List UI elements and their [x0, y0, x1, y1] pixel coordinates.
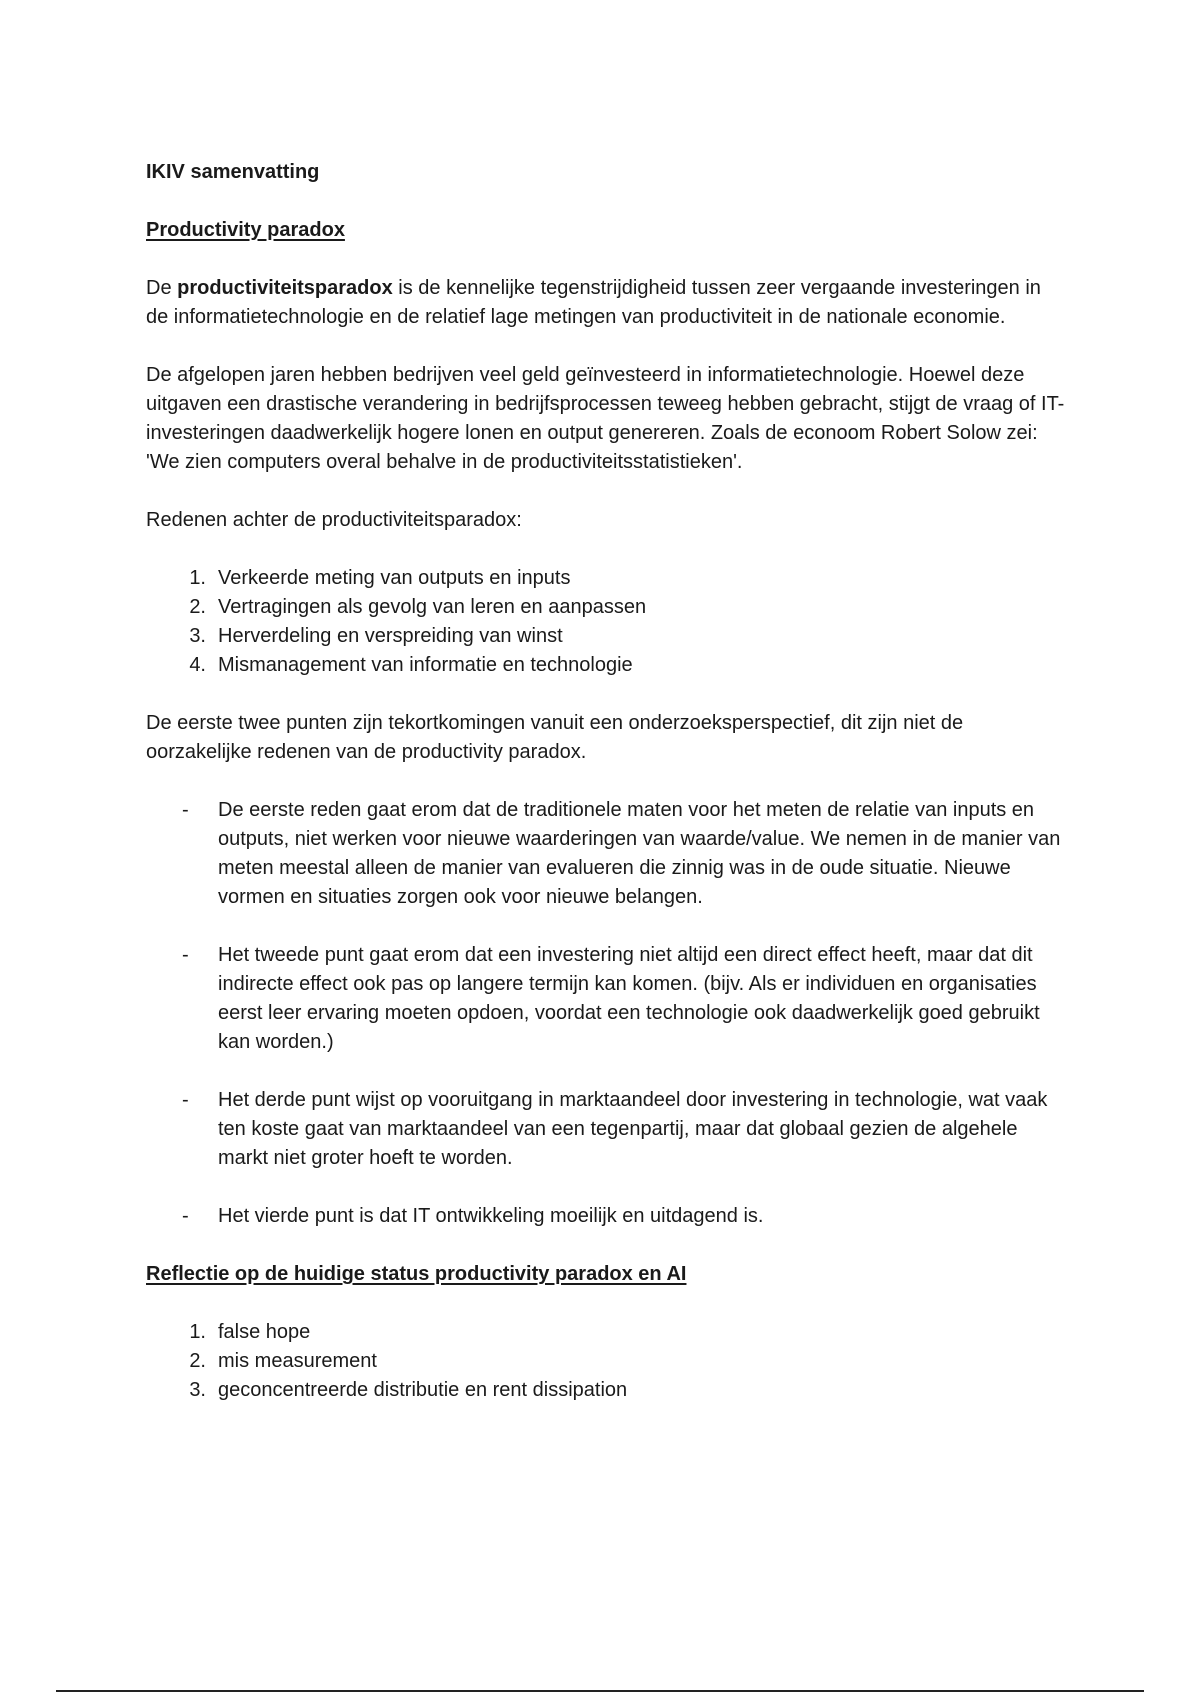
list-item-text: geconcentreerde distributie en rent dissipation: [218, 1379, 628, 1401]
list-number: 1.: [189, 1321, 206, 1343]
list-item: [146, 1202, 1066, 1231]
list-number: 2.: [189, 596, 206, 618]
dash-bullet: -: [182, 944, 189, 966]
list-item-text: Mismanagement van informatie en technologie: [218, 654, 633, 676]
list-item-text: Verkeerde meting van outputs en inputs: [218, 567, 571, 589]
list-item-text: Vertragingen als gevolg van leren en aanpassen: [218, 596, 647, 618]
list-item: [146, 564, 1066, 593]
list-item-text: mis measurement: [218, 1350, 377, 1372]
list-number: 2.: [189, 1350, 206, 1372]
list-item-text: Het derde punt wijst op vooruitgang in marktaandeel door investering in technologie, wat vaak ten koste gaat van marktaandeel van een tegenpartij, maar dat globaal gezien de algehele markt niet groter hoeft te worden.: [218, 1089, 1048, 1169]
list-item: [146, 1318, 1066, 1347]
list-item-text: De eerste reden gaat erom dat de traditionele maten voor het meten de relatie van inputs en outputs, niet werken voor nieuwe waarderingen van waarde/value. We nemen in de manier van meten meestal alleen de manier van evalueren die zinnig was in de oude situatie. Nieuwe vormen en situaties zorgen ook voor nieuwe belangen.: [218, 799, 1061, 908]
reasons-intro: Redenen achter de productiviteitsparadox:: [146, 509, 522, 531]
list-item: [146, 622, 1066, 651]
list-item: [146, 941, 1066, 1057]
list-number: 1.: [189, 567, 206, 589]
page-bottom-rule: [56, 1690, 1144, 1692]
dash-bullet: -: [182, 1205, 189, 1227]
definition-paragraph: [146, 274, 1066, 332]
shortcomings-paragraph: De eerste twee punten zijn tekortkomingen vanuit een onderzoeksperspectief, dit zijn niet de oorzakelijke redenen van de productivity paradox.: [146, 712, 964, 763]
definition-term: productiviteitsparadox: [177, 277, 393, 299]
explanation-list: [146, 796, 1066, 1231]
definition-lead: De: [146, 277, 178, 299]
dash-bullet: -: [182, 799, 189, 821]
section-heading-reflection: Reflectie op de huidige status productivity paradox en AI: [146, 1263, 687, 1285]
list-item-text: Herverdeling en verspreiding van winst: [218, 625, 563, 647]
list-item: [146, 651, 1066, 680]
list-item-text: false hope: [218, 1321, 311, 1343]
list-item: [146, 593, 1066, 622]
reasons-list: [146, 564, 1066, 680]
definition-text: is de kennelijke tegenstrijdigheid tussen zeer vergaande investeringen in de informatietechnologie en de relatief lage metingen van productiviteit in de nationale economie.: [146, 277, 1041, 328]
list-item-text: Het tweede punt gaat erom dat een investering niet altijd een direct effect heeft, maar dat dit indirecte effect ook pas op langere termijn kan komen. (bijv. Als er individuen en organisaties eerst leer ervaring moeten opdoen, voordat een technologie ook daadwerkelijk goed gebruikt kan worden.): [218, 944, 1040, 1053]
document-title: IKIV samenvatting: [146, 161, 320, 183]
dash-bullet: -: [182, 1089, 189, 1111]
list-number: 3.: [189, 1379, 206, 1401]
section-heading-productivity-paradox: Productivity paradox: [146, 219, 345, 241]
list-item-text: Het vierde punt is dat IT ontwikkeling moeilijk en uitdagend is.: [218, 1205, 764, 1227]
list-number: 3.: [189, 625, 206, 647]
list-number: 4.: [189, 654, 206, 676]
list-item: [146, 1347, 1066, 1376]
reflection-list: [146, 1318, 1066, 1405]
list-item: [146, 1086, 1066, 1173]
document-page: [146, 158, 1066, 1405]
list-item: [146, 1376, 1066, 1405]
context-paragraph: De afgelopen jaren hebben bedrijven veel geld geïnvesteerd in informatietechnologie. Hoewel deze uitgaven een drastische verandering in bedrijfsprocessen teweeg hebben gebracht, stijgt de vraag of IT-investeringen daadwerkelijk hogere lonen en output genereren. Zoals de econoom Robert Solow zei: 'We zien computers overal behalve in de productiviteitsstatistieken'.: [146, 364, 1065, 473]
list-item: [146, 796, 1066, 912]
